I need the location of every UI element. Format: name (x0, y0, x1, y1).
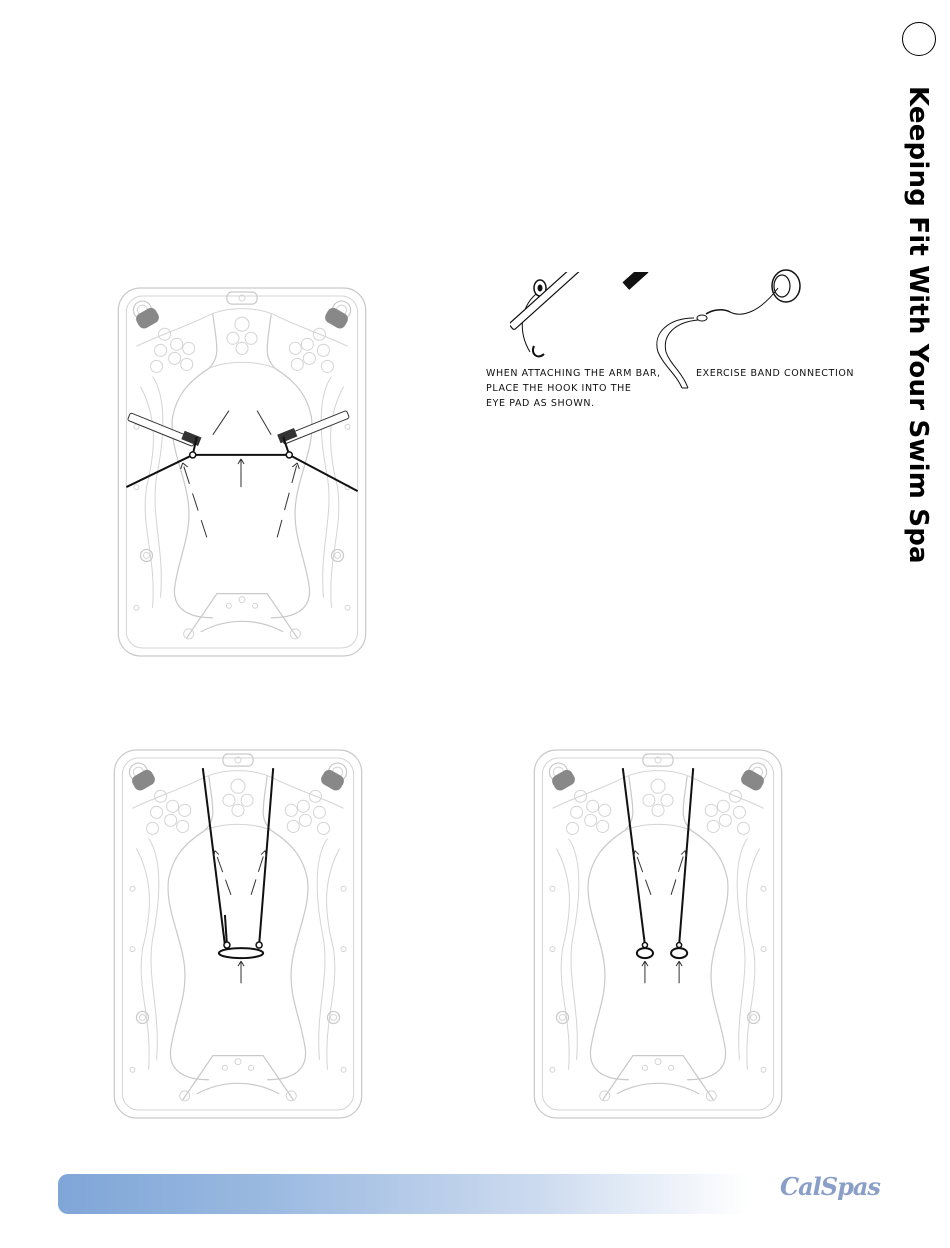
calspas-logo: CalSpas (780, 1172, 880, 1201)
arm-bar-right-icon (277, 410, 349, 444)
exercise-band-caption: EXERCISE BAND CONNECTION (696, 368, 855, 379)
footer-gradient-bar (58, 1174, 748, 1214)
arm-bar-left-icon (127, 413, 201, 447)
page-title: Keeping Fit With Your Swim Spa (903, 86, 933, 564)
arm-bar-caption-line-2: PLACE THE HOOK INTO THE (486, 383, 632, 394)
arm-bar-caption-line-3: EYE PAD AS SHOWN. (486, 398, 595, 409)
handle-bar-spa-diagram (112, 748, 364, 1120)
ankle-strap-spa-diagram (532, 748, 784, 1120)
arm-bar-hook-icon (510, 272, 650, 364)
arm-bar-caption-line-1: WHEN ATTACHING THE ARM BAR, (486, 368, 661, 379)
arm-bar-spa-diagram (116, 286, 368, 658)
chapter-circle-icon (902, 22, 936, 56)
